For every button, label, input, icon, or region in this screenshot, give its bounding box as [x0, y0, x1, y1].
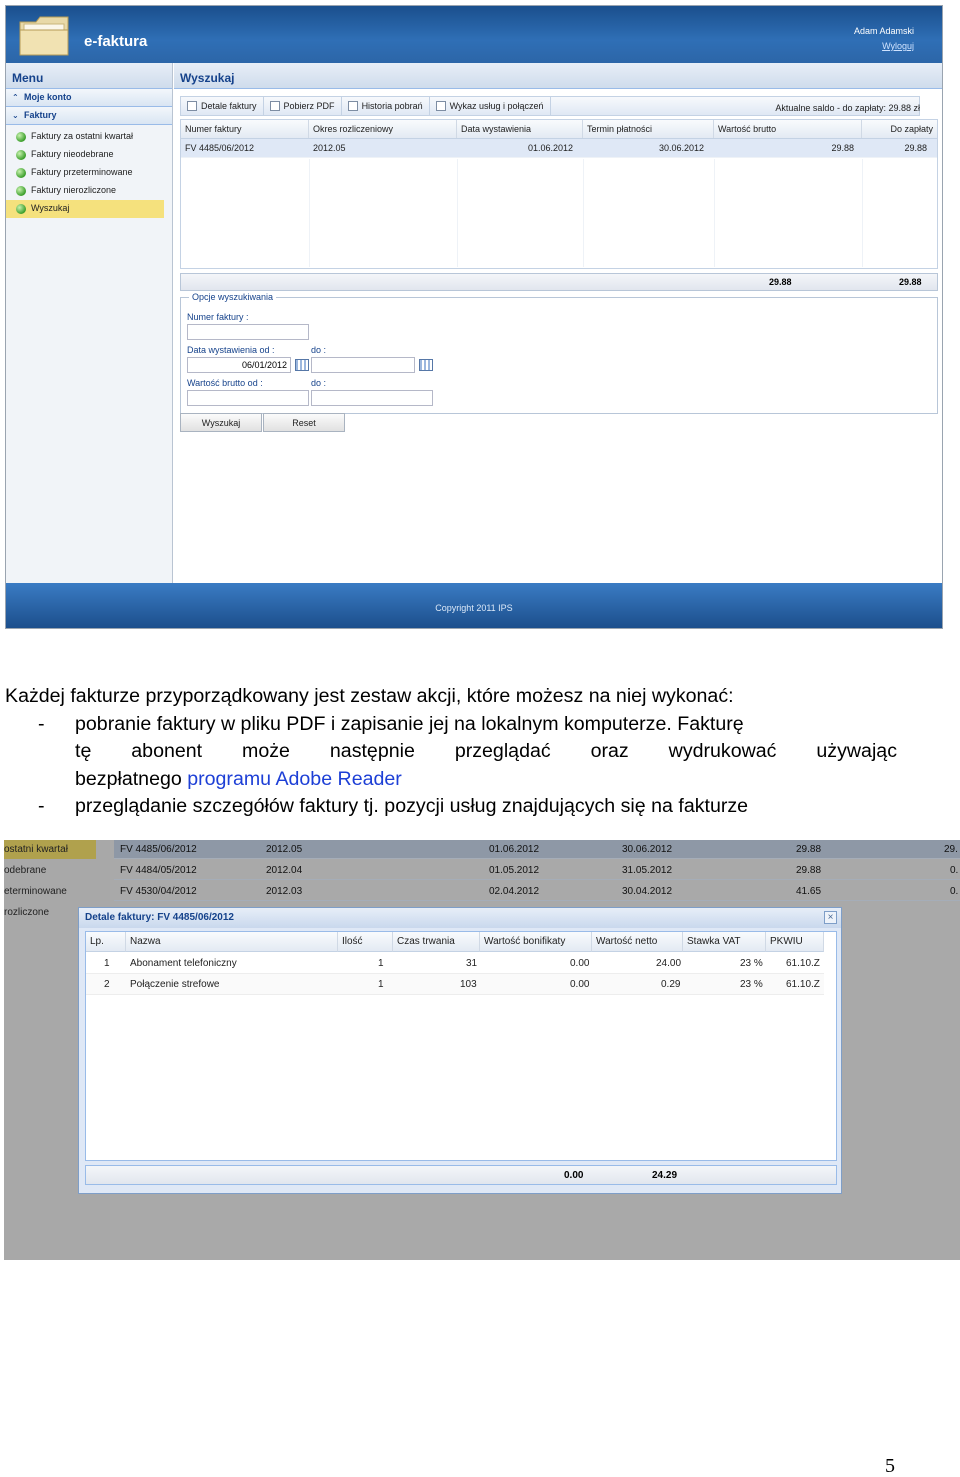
search-options [180, 292, 938, 414]
sidebar-item-przeterminowane[interactable] [6, 164, 172, 182]
cell-issue-date: 01.06.2012 [527, 143, 573, 153]
amount-from-label: Wartość brutto od : [187, 378, 263, 388]
cell-name: Połączenie strefowe [130, 979, 220, 990]
list-icon [436, 101, 446, 111]
sidebar [6, 63, 173, 583]
cell: 30.06.2012 [622, 844, 673, 855]
column-header[interactable]: Wartość bonifikaty [480, 932, 592, 952]
grid-column-lines [181, 159, 937, 267]
calendar-icon[interactable] [419, 359, 433, 371]
cell: 01.06.2012 [489, 844, 540, 855]
invoice-number-input[interactable] [187, 324, 309, 340]
cell: 41.65 [796, 886, 822, 897]
column-header[interactable]: Nazwa [126, 932, 338, 952]
sidebar-item-wyszukaj[interactable] [6, 200, 164, 218]
cell-gross-value: 29.88 [831, 143, 854, 153]
cell: 01.05.2012 [489, 865, 540, 876]
table-row[interactable] [86, 974, 824, 995]
cell-net: 24.00 [656, 958, 682, 969]
amount-from-input[interactable] [187, 390, 309, 406]
amount-to-label: do : [311, 378, 327, 388]
search-options-legend: Opcje wyszukiwania [189, 292, 276, 302]
cell: 2012.03 [266, 886, 303, 897]
invoice-number-label: Numer faktury : [187, 312, 249, 322]
cell-amount-due: 29.88 [904, 143, 927, 153]
sidebar-item-label: Faktury nierozliczone [31, 185, 117, 195]
chevron-up-icon: ⌃ [12, 93, 19, 102]
adobe-reader-link[interactable]: programu Adobe Reader [187, 767, 402, 790]
cell-invoice-number: FV 4485/06/2012 [185, 143, 255, 153]
calendar-icon[interactable] [295, 359, 309, 371]
toolbar-label: Historia pobrań [361, 101, 423, 111]
column-header[interactable]: Ilość [338, 932, 393, 952]
sidebar-item-label: Faktury za ostatni kwartał [31, 131, 134, 141]
cell-pkwiu: 61.10.Z [786, 979, 820, 990]
sidebar-item-label: Faktury nieodebrane [31, 149, 114, 159]
sidebar-item-label: Wyszukaj [31, 203, 70, 213]
total-due: 29.88 [899, 277, 922, 287]
cell: FV 4484/05/2012 [120, 865, 197, 876]
total-discount: 0.00 [564, 1170, 584, 1181]
app-title: e-faktura [84, 33, 148, 50]
column-header[interactable]: PKWIU [766, 932, 824, 952]
invoice-details-button[interactable] [181, 97, 264, 115]
sidebar-item: rozliczone [4, 907, 50, 918]
cell: 02.04.2012 [489, 886, 540, 897]
dialog-title: Detale faktury: FV 4485/06/2012 [79, 908, 841, 928]
green-circle-icon [16, 150, 26, 160]
chevron-down-icon: ⌄ [12, 111, 19, 120]
date-from-input[interactable] [187, 357, 291, 373]
column-header[interactable]: Numer faktury [181, 120, 309, 138]
current-balance: Aktualne saldo - do zapłaty: 29.88 zł [775, 103, 920, 113]
bullet-line: przeglądanie szczegółów faktury tj. pozycji usług znajdujących się na fakturze [75, 795, 749, 817]
column-header[interactable]: Lp. [86, 932, 126, 952]
cell-name: Abonament telefoniczny [130, 958, 237, 969]
table-row [114, 861, 960, 880]
app-header [6, 6, 942, 63]
folder-logo-icon [18, 14, 70, 58]
cell-period: 2012.05 [313, 143, 346, 153]
download-pdf-button[interactable] [264, 97, 342, 115]
efaktura-screenshot [5, 5, 943, 629]
column-header[interactable]: Okres rozliczeniowy [309, 120, 457, 138]
sidebar-section-faktury[interactable] [6, 107, 172, 125]
sidebar-item-ostatni-kwartal[interactable] [6, 128, 172, 146]
sidebar-item-nieodebrane[interactable] [6, 146, 172, 164]
green-circle-icon [16, 132, 26, 142]
page-number: 5 [885, 1455, 895, 1477]
column-header[interactable]: Do zapłaty [890, 124, 933, 134]
cell: 29. [944, 844, 958, 855]
cell: 29.88 [796, 865, 822, 876]
sidebar-item-label: Faktury przeterminowane [31, 167, 133, 177]
cell-vat: 23 % [740, 979, 763, 990]
items-totals [85, 1165, 837, 1185]
grid-header [181, 120, 937, 139]
cell-lp: 1 [104, 958, 110, 969]
search-buttons [180, 413, 346, 432]
amount-to-input[interactable] [311, 390, 433, 406]
bullet-dash: - [38, 712, 45, 735]
total-net: 24.29 [652, 1170, 678, 1181]
bullet-pdf-download [5, 711, 897, 794]
logout-link[interactable]: Wyloguj [882, 41, 914, 51]
cell: 2012.04 [266, 865, 303, 876]
cell-quantity: 1 [378, 958, 384, 969]
column-header[interactable]: Wartość brutto [714, 120, 862, 138]
bullet-line: tę abonent może następnie przeglądać oraz wydrukować używając [75, 740, 897, 762]
search-button[interactable]: Wyszukaj [180, 413, 262, 432]
column-header[interactable]: Czas trwania [393, 932, 480, 952]
cell-quantity: 1 [378, 979, 384, 990]
cell: 2012.05 [266, 844, 303, 855]
user-name: Adam Adamski [853, 26, 914, 36]
sidebar-item: odebrane [4, 865, 47, 876]
table-row[interactable] [181, 139, 937, 158]
sidebar-section-label: Moje konto [24, 92, 72, 102]
invoice-details-screenshot [4, 840, 960, 1260]
cell-discount: 0.00 [570, 979, 590, 990]
page-title: Wyszukaj [174, 63, 942, 89]
grid-totals [180, 273, 938, 291]
cell-pkwiu: 61.10.Z [786, 958, 820, 969]
column-header[interactable]: Wartość netto [592, 932, 683, 952]
cell: 31.05.2012 [622, 865, 673, 876]
history-icon [348, 101, 358, 111]
description-text [5, 683, 897, 821]
green-circle-icon [16, 204, 26, 214]
bullet-line: pobranie faktury w pliku PDF i zapisanie jej na lokalnym komputerze. Fakturę [75, 712, 744, 735]
cell-vat: 23 % [740, 958, 763, 969]
invoice-details-dialog [78, 907, 842, 1194]
bullet-invoice-details [5, 793, 897, 821]
app-footer [6, 583, 942, 628]
date-to-input[interactable] [311, 357, 415, 373]
total-gross: 29.88 [769, 277, 792, 287]
copyright: Copyright 2011 IPS [435, 603, 513, 613]
sidebar-item: ostatni kwartał [4, 840, 96, 859]
cell-lp: 2 [104, 979, 110, 990]
close-icon[interactable]: × [824, 911, 837, 924]
cell: 0. [950, 865, 959, 876]
sidebar-section-moje-konto[interactable] [6, 89, 172, 107]
bullet-dash: - [38, 795, 45, 817]
reset-button[interactable]: Reset [263, 413, 345, 432]
bullet-text: bezpłatnego [75, 767, 188, 790]
main-panel [174, 63, 942, 583]
cell-discount: 0.00 [570, 958, 590, 969]
cell: FV 4485/06/2012 [120, 844, 197, 855]
column-header[interactable]: Termin płatności [583, 120, 714, 138]
cell: 0. [950, 886, 959, 897]
invoice-grid [180, 119, 938, 269]
green-circle-icon [16, 168, 26, 178]
details-icon [187, 101, 197, 111]
bullet-line [75, 766, 897, 794]
date-from-label: Data wystawienia od : [187, 345, 275, 355]
cell: 30.04.2012 [622, 886, 673, 897]
table-row [114, 840, 960, 859]
download-history-button[interactable] [342, 97, 430, 115]
invoice-items-grid [85, 931, 837, 1161]
date-to-label: do : [311, 345, 327, 355]
cell-net: 0.29 [661, 979, 681, 990]
sidebar-item-nierozliczone[interactable] [6, 182, 172, 200]
intro-paragraph: Każdej fakturze przyporządkowany jest zestaw akcji, które możesz na niej wykonać: [5, 685, 734, 707]
toolbar-label: Pobierz PDF [283, 101, 335, 111]
table-row [114, 882, 960, 901]
toolbar-label: Detale faktury [201, 101, 257, 111]
column-header[interactable]: Data wystawienia [457, 120, 583, 138]
sidebar-section-label: Faktury [24, 110, 57, 120]
pdf-icon [270, 101, 280, 111]
cell-due-date: 30.06.2012 [658, 143, 704, 153]
table-row[interactable] [86, 953, 824, 974]
cell: FV 4530/04/2012 [120, 886, 197, 897]
cell-duration: 103 [460, 979, 477, 990]
toolbar-label: Wykaz usług i połączeń [449, 101, 544, 111]
sidebar-title: Menu [6, 63, 172, 89]
column-header[interactable]: Stawka VAT [683, 932, 766, 952]
green-circle-icon [16, 186, 26, 196]
cell-duration: 31 [466, 958, 478, 969]
cell: 29.88 [796, 844, 822, 855]
services-list-button[interactable] [430, 97, 551, 115]
sidebar-item: eterminowane [4, 886, 67, 897]
